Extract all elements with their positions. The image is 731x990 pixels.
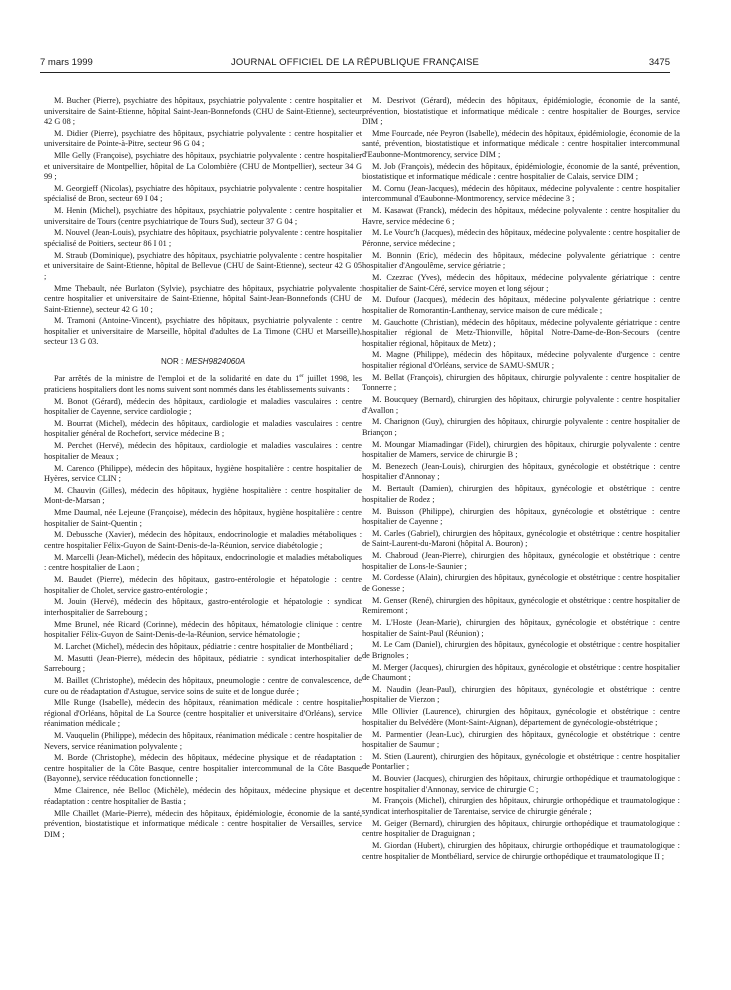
appointment-entry: M. Kasawat (Franck), médecin des hôpitaux, médecine polyvalente : centre hospitalier du Havre, service médecine 6 ; bbox=[362, 206, 680, 226]
appointment-entry: M. Jouin (Hervé), médecin des hôpitaux, gastro-entérologie et hépatologie : syndicat interhospitalier de Sarrebourg ; bbox=[44, 597, 362, 617]
right-column bbox=[362, 96, 680, 863]
appointment-entry: M. Magne (Philippe), médecin des hôpitaux, médecine polyvalente d'urgence : centre hospitalier régional d'Orléans, service de SAMU-SMUR ; bbox=[362, 350, 680, 370]
appointment-entry: M. Cordesse (Alain), chirurgien des hôpitaux, gynécologie et obstétrique : centre hospitalier de Gonesse ; bbox=[362, 573, 680, 593]
page-header bbox=[40, 56, 670, 70]
appointment-entry: M. Bertault (Damien), chirurgien des hôpitaux, gynécologie et obstétrique : centre hospitalier de Rodez ; bbox=[362, 484, 680, 504]
appointment-entry: M. Boucquey (Bernard), chirurgien des hôpitaux, chirurgie polyvalente : centre hospitalier d'Avallon ; bbox=[362, 395, 680, 415]
appointment-entry: M. Carenco (Philippe), médecin des hôpitaux, hygiène hospitalière : centre hospitalier de Hyères, service CLIN ; bbox=[44, 463, 362, 484]
nor-reference: MESH9824060A bbox=[185, 356, 246, 366]
appointment-entry: M. Stien (Laurent), chirurgien des hôpitaux, gynécologie et obstétrique : centre hospitalier de Pontarlier ; bbox=[362, 751, 680, 772]
appointment-entry: M. L'Hoste (Jean-Marie), chirurgien des hôpitaux, gynécologie et obstétrique : centre hospitalier de Saint-Paul (Réunion) ; bbox=[362, 618, 680, 638]
decree-intro bbox=[44, 374, 362, 395]
nor-line bbox=[44, 357, 362, 368]
appointment-entry: M. Chauvin (Gilles), médecin des hôpitaux, hygiène hospitalière : centre hospitalier de Mont-de-Marsan ; bbox=[44, 485, 362, 506]
appointment-entry: M. Didier (Pierre), psychiatre des hôpitaux, psychiatrie polyvalente : centre hospitalier et universitaire de Pointe-à-Pitre, secteur 96 G 04 ; bbox=[44, 128, 362, 149]
appointment-entry: Mlle Gelly (Françoise), psychiatre des hôpitaux, psychiatrie polyvalente : centre hospitalier et universitaire de Montpellier, hôpital de La Colombière (CHU de Montpellier), secteur 34 G 99 ; bbox=[44, 151, 362, 182]
appointment-entry: M. Moungar Miamadingar (Fidel), chirurgien des hôpitaux, chirurgie polyvalente : centre hospitalier de Mamers, service de chirurgie B ; bbox=[362, 439, 680, 460]
header-page-number: 3475 bbox=[648, 57, 670, 68]
appointment-entry: M. Le Vourc'h (Jacques), médecin des hôpitaux, médecine polyvalente : centre hospitalier de Péronne, service médecine ; bbox=[362, 228, 680, 248]
appointment-entry: Mlle Chaillet (Marie-Pierre), médecin des hôpitaux, épidémiologie, économie de la santé, prévention, biostatistique et informatique médicale : centre hospitalier de Versailles, service DIM ; bbox=[44, 808, 362, 839]
appointment-entry: M. Geiger (Bernard), chirurgien des hôpitaux, chirurgie orthopédique et traumatologique : centre hospitalier de Draguignan ; bbox=[362, 818, 680, 839]
appointment-entry: M. Marcelli (Jean-Michel), médecin des hôpitaux, endocrinologie et maladies métaboliques : centre hospitalier de Laon ; bbox=[44, 552, 362, 573]
appointment-entry: Mme Fourcade, née Peyron (Isabelle), médecin des hôpitaux, épidémiologie, économie de la santé, prévention, biostatistique et informatique médicale : centre hospitalier intercommunal d'Eaubonne-Montmorency, service DIM ; bbox=[362, 128, 680, 159]
appointment-entry: M. Bourrat (Michel), médecin des hôpitaux, cardiologie et maladies vasculaires : centre hospitalier général de Rochefort, service médecine B ; bbox=[44, 418, 362, 439]
header-rule bbox=[40, 72, 670, 73]
appointment-entry: M. Nouvel (Jean-Louis), psychiatre des hôpitaux, psychiatrie polyvalente : centre hospitalier spécialisé de Poitiers, secteur 86 I 01 ; bbox=[44, 228, 362, 248]
appointment-entry: M. Bonot (Gérard), médecin des hôpitaux, cardiologie et maladies vasculaires : centre hospitalier de Cayenne, service cardiologie ; bbox=[44, 396, 362, 417]
appointment-entry: M. Georgieff (Nicolas), psychiatre des hôpitaux, psychiatrie polyvalente : centre hospitalier spécialisé de Bron, secteur 69 I 04 ; bbox=[44, 183, 362, 204]
appointment-entry: M. Parmentier (Jean-Luc), chirurgien des hôpitaux, gynécologie et obstétrique : centre hospitalier de Saumur ; bbox=[362, 729, 680, 750]
appointment-entry: M. Cornu (Jean-Jacques), médecin des hôpitaux, médecine polyvalente : centre hospitalier intercommunal d'Eaubonne-Montmorency, service médecine 3 ; bbox=[362, 183, 680, 204]
appointment-entry: Mme Clairence, née Belloc (Michèle), médecin des hôpitaux, médecine physique et de réadaptation : centre hospitalier de Bastia ; bbox=[44, 786, 362, 806]
appointment-entry: M. Job (François), médecin des hôpitaux, épidémiologie, économie de la santé, prévention, biostatistique et informatique médicale : centre hospitalier de Calais, service DIM ; bbox=[362, 161, 680, 182]
appointment-entry: M. Dufour (Jacques), médecin des hôpitaux, médecine polyvalente gériatrique : centre hospitalier de Romorantin-Lanthenay, service maison de cure médicale ; bbox=[362, 295, 680, 315]
appointment-entry: M. Henin (Michel), psychiatre des hôpitaux, psychiatrie polyvalente : centre hospitalier et universitaire de Tours (centre psychiatrique de Tours Sud), secteur 37 G 04 ; bbox=[44, 206, 362, 226]
appointment-entry: M. Bucher (Pierre), psychiatre des hôpitaux, psychiatrie polyvalente : centre hospitalier et universitaire de Saint-Etienne, hôpital Saint-Jean-Bonnefonds (CHU de Saint-Etienne), secteur 42 G 08 ; bbox=[44, 96, 362, 126]
appointment-entry: M. Masutti (Jean-Pierre), médecin des hôpitaux, pédiatrie : syndicat interhospitalier de Sarrebourg ; bbox=[44, 653, 362, 674]
appointment-entry: M. Bouvier (Jacques), chirurgien des hôpitaux, chirurgie orthopédique et traumatologique : centre hospitalier d'Annonay, service de chirurgie C ; bbox=[362, 774, 680, 794]
appointment-entry: M. Benezech (Jean-Louis), chirurgien des hôpitaux, gynécologie et obstétrique : centre hospitalier d'Annonay ; bbox=[362, 461, 680, 482]
appointment-entry: M. Le Cam (Daniel), chirurgien des hôpitaux, gynécologie et obstétrique : centre hospitalier de Brignoles ; bbox=[362, 640, 680, 660]
appointment-entry: Mme Daumal, née Lejeune (Françoise), médecin des hôpitaux, hygiène hospitalière : centre hospitalier de Saint-Quentin ; bbox=[44, 508, 362, 528]
appointment-entry: M. Chabroud (Jean-Pierre), chirurgien des hôpitaux, gynécologie et obstétrique : centre hospitalier de Lons-le-Saunier ; bbox=[362, 551, 680, 571]
entries-top bbox=[44, 96, 362, 348]
appointment-entry: M. Perchet (Hervé), médecin des hôpitaux, cardiologie et maladies vasculaires : centre hospitalier de Meaux ; bbox=[44, 441, 362, 461]
appointment-entry: M. Baillet (Christophe), médecin des hôpitaux, pneumologie : centre de convalescence, de cure ou de réadaptation d'Astugue, service soins de suite et de longue durée ; bbox=[44, 676, 362, 696]
left-column bbox=[44, 96, 362, 841]
appointment-entry: Mlle Ollivier (Laurence), chirurgien des hôpitaux, gynécologie et obstétrique : centre hospitalier du Belvédère (Mont-Saint-Aignan), département de gynécologie-obstétrique ; bbox=[362, 707, 680, 727]
appointment-entry: M. Bellat (François), chirurgien des hôpitaux, chirurgie polyvalente : centre hospitalier de Tonnerre ; bbox=[362, 372, 680, 393]
appointment-entry: M. Genser (René), chirurgien des hôpitaux, gynécologie et obstétrique : centre hospitalier de Remiremont ; bbox=[362, 595, 680, 616]
appointment-entry: M. Gauchotte (Christian), médecin des hôpitaux, médecine polyvalente gériatrique : centre hospitalier régional de Metz-Thionville, hôpital Notre-Dame-de-Bon-Secours (centre hospitalier régional, hôpitaux de Metz) ; bbox=[362, 317, 680, 348]
appointment-entry: M. Charignon (Guy), chirurgien des hôpitaux, chirurgie polyvalente : centre hospitalier de Briançon ; bbox=[362, 417, 680, 437]
appointment-entry: M. Baudet (Pierre), médecin des hôpitaux, gastro-entérologie et hépatologie : centre hospitalier de Cholet, service gastro-entérologie ; bbox=[44, 575, 362, 595]
appointment-entry: M. Borde (Christophe), médecin des hôpitaux, médecine physique et de réadaptation : centre hospitalier de la Côte Basque, centre hospitalier intercommunal de la Côte Basque (Bayonne), service rééducation fonctionnelle ; bbox=[44, 753, 362, 784]
appointment-entry: M. François (Michel), chirurgien des hôpitaux, chirurgie orthopédique et traumatologique : syndicat interhospitalier de Tarentaise, service de chirurgie générale ; bbox=[362, 796, 680, 816]
appointment-entry: M. Straub (Dominique), psychiatre des hôpitaux, psychiatrie polyvalente : centre hospitalier et universitaire de Saint-Etienne, hôpital de Bellevue (CHU de Saint-Etienne), secteur 42 G 05 ; bbox=[44, 250, 362, 281]
appointment-entry: M. Desrivot (Gérard), médecin des hôpitaux, épidémiologie, économie de la santé, prévention, biostatistique et informatique médicale : centre hospitalier de Bourges, service DIM ; bbox=[362, 96, 680, 126]
appointment-entry: M. Bonnin (Eric), médecin des hôpitaux, médecine polyvalente gériatrique : centre hospitalier d'Angoulême, service gériatrie ; bbox=[362, 250, 680, 271]
appointment-entry: M. Carles (Gabriel), chirurgien des hôpitaux, gynécologie et obstétrique : centre hospitalier de Saint-Laurent-du-Maroni (hôpital A. Bouron) ; bbox=[362, 528, 680, 549]
intro-text-start: Par arrêtés de la ministre de l'emploi et de la solidarité en date du 1 bbox=[54, 374, 300, 384]
appointment-entry: M. Vauquelin (Philippe), médecin des hôpitaux, réanimation médicale : centre hospitalier de Nevers, service réanimation polyvalente ; bbox=[44, 731, 362, 751]
appointment-entry: Mlle Runge (Isabelle), médecin des hôpitaux, réanimation médicale : centre hospitalier régional d'Orléans, hôpital de La Source (centre hospitalier et universitaire d'Orléans), service réanimation médicale ; bbox=[44, 698, 362, 729]
intro-superscript: er bbox=[299, 373, 304, 380]
appointment-entry: Mme Thebault, née Burlaton (Sylvie), psychiatre des hôpitaux, psychiatrie polyvalente : centre hospitalier et universitaire de Saint-Etienne, hôpital Saint-Jean-Bonnefonds (CHU de Saint-Etienne), secteur 42 G 10 ; bbox=[44, 283, 362, 314]
appointment-entry: M. Larchet (Michel), médecin des hôpitaux, pédiatrie : centre hospitalier de Montbéliard ; bbox=[54, 641, 353, 651]
appointment-entry: M. Czezrac (Yves), médecin des hôpitaux, médecine polyvalente gériatrique : centre hospitalier de Saint-Céré, service moyen et long séjour ; bbox=[362, 273, 680, 293]
appointment-entry: Mme Brunel, née Ricard (Corinne), médecin des hôpitaux, hématologie clinique : centre hospitalier Félix-Guyon de Saint-Denis-de-la-Réunion, service hématologie ; bbox=[44, 619, 362, 640]
entries-bottom bbox=[44, 397, 362, 840]
appointment-entry: M. Debussche (Xavier), médecin des hôpitaux, endocrinologie et maladies métaboliques : centre hospitalier Félix-Guyon de Saint-Denis-de-la-Réunion, service diabétologie ; bbox=[44, 530, 362, 550]
header-title: JOURNAL OFFICIEL DE LA RÉPUBLIQUE FRANÇAISE bbox=[230, 57, 480, 68]
appointment-entry: M. Naudin (Jean-Paul), chirurgien des hôpitaux, gynécologie et obstétrique : centre hospitalier de Vierzon ; bbox=[362, 684, 680, 705]
appointment-entry: M. Tramoni (Antoine-Vincent), psychiatre des hôpitaux, psychiatrie polyvalente : centre hospitalier et universitaire de Marseille, hôpital d'adultes de La Timone (CHU et Marseille), secteur 13 G 03. bbox=[44, 316, 362, 347]
appointment-entry: M. Giordan (Hubert), chirurgien des hôpitaux, chirurgie orthopédique et traumatologique : centre hospitalier de Montbéliard, service de chirurgie orthopédique et traumatologique II ; bbox=[362, 841, 680, 861]
entries-right bbox=[362, 96, 680, 862]
appointment-entry: M. Merger (Jacques), chirurgien des hôpitaux, gynécologie et obstétrique : centre hospitalier de Chaumont ; bbox=[362, 662, 680, 683]
header-date: 7 mars 1999 bbox=[40, 57, 93, 68]
nor-label: NOR : bbox=[160, 356, 184, 366]
intro-text-end: juillet 1998, les praticiens hospitaliers dont les noms suivent sont nommés dans les établissements suivants : bbox=[44, 374, 363, 394]
appointment-entry: M. Buisson (Philippe), chirurgien des hôpitaux, gynécologie et obstétrique : centre hospitalier de Cayenne ; bbox=[362, 506, 680, 527]
